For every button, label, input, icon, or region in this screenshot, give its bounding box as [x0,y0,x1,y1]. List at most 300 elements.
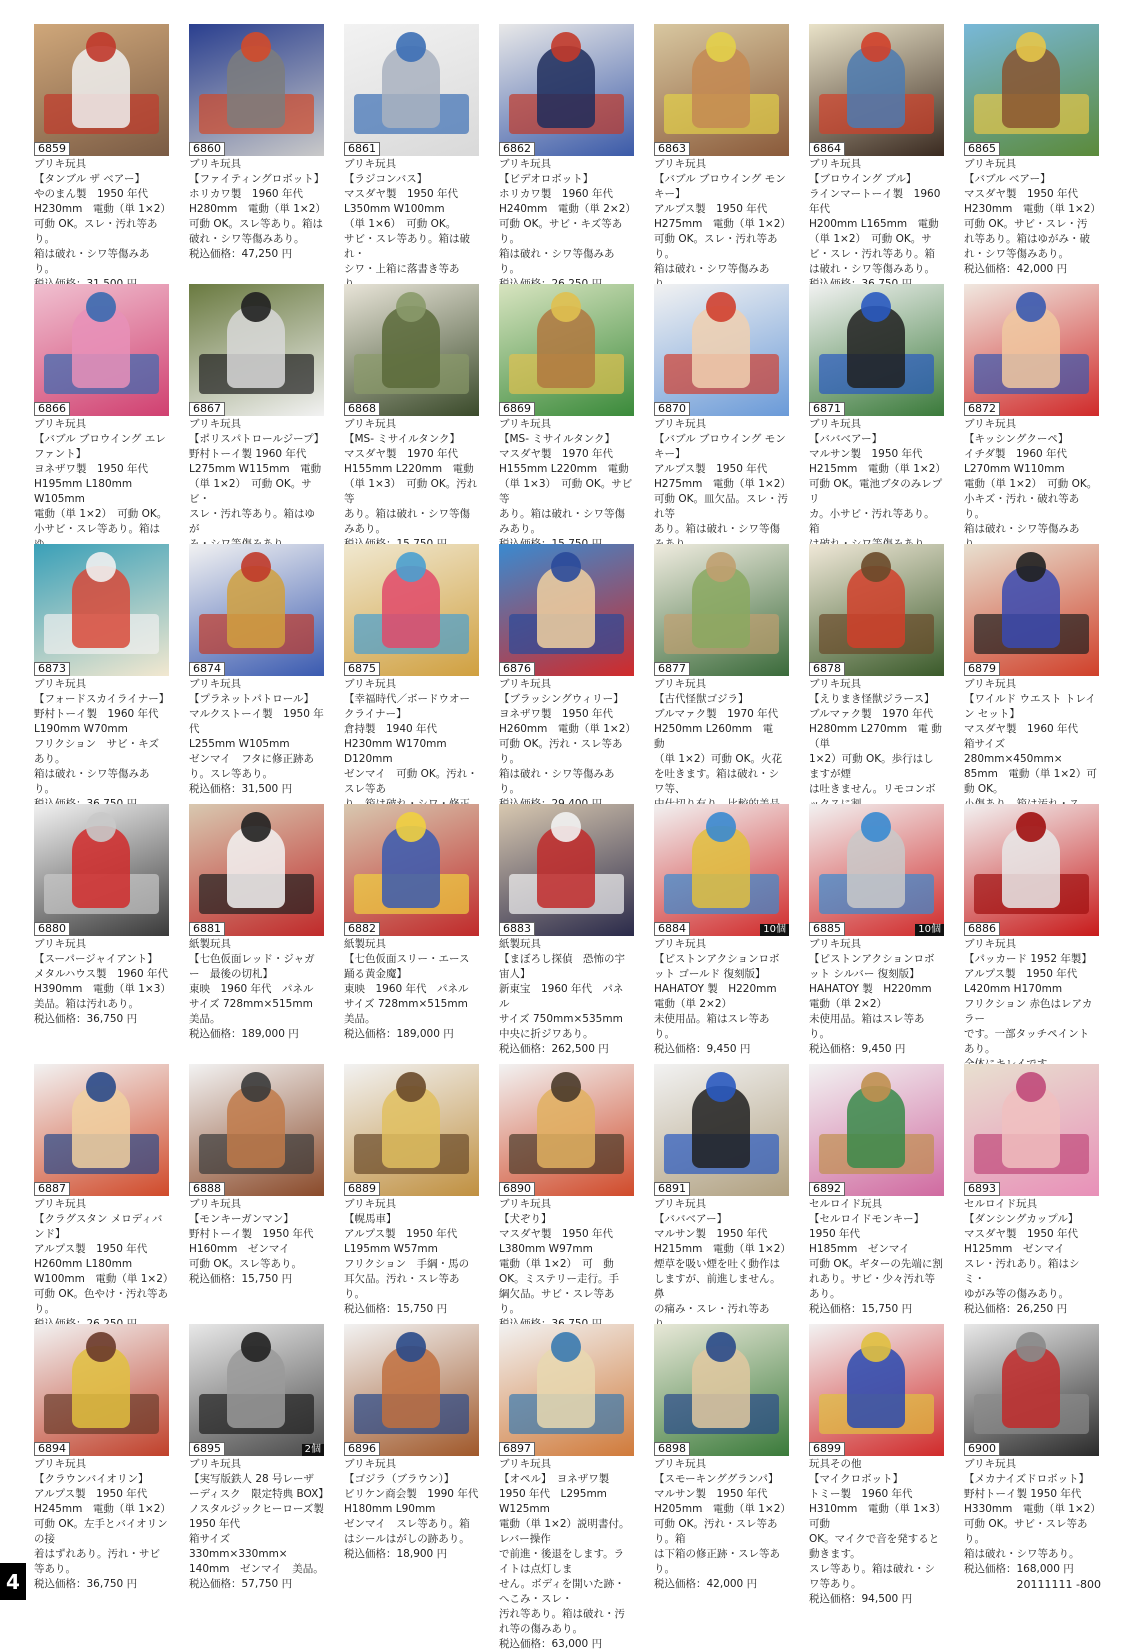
item-detail-line: しますが、前進しません。鼻 [654,1273,781,1300]
catalog-item [189,24,324,284]
item-title: 【スーパージャイアント】 [34,953,158,965]
document-code: 20111111 -800 [1016,1578,1101,1591]
item-detail-line: スレ・汚れあり。箱はシミ・ [964,1258,1080,1285]
item-title: 【ワイルド ウエスト トレイン セット】 [964,693,1096,720]
photo-shape [1016,1332,1046,1362]
item-photo [809,1324,944,1456]
item-title: 【プラネットパトロール】 [189,693,315,705]
item-photo [499,804,634,936]
item-detail-line: アルプス製 1950 年代 [964,968,1078,980]
item-detail-line: 中央に折ジワあり。 [499,1028,594,1040]
item-title: 【バブル ブロウイング モンキー】 [654,173,786,200]
photo-shape [706,552,736,582]
item-detail-line: 未使用品。箱はスレ等あり。 [654,1013,770,1040]
item-detail-line: シワ・上箱に落書き等あ [344,263,460,275]
item-photo [809,804,944,936]
item-detail-line: 破れ・シワ等傷みあり。 [189,233,305,245]
item-detail-line: 野村トーイ製 1950 年代 [189,1228,314,1240]
item-number: 6890 [499,1182,535,1196]
item-detail-line: ブルマァク製 1970 年代 [654,708,779,720]
item-title: 【ババベアー】 [809,433,883,445]
item-detail-line: H155mm L220mm 電動 [499,463,629,475]
item-photo [964,284,1099,416]
item-detail-line: L195mm W57mm [344,1243,438,1255]
item-number: 6865 [964,142,1000,156]
item-title: 【ババベアー】 [654,1213,728,1225]
item-number: 6898 [654,1442,690,1456]
photo-shape [551,292,581,322]
item-detail-line: 美品。箱は汚れあり。 [34,998,139,1010]
catalog-item [654,284,789,544]
item-category: 玩具その他 [809,1458,862,1470]
item-title: 【ダンシングカップル】 [964,1213,1079,1225]
item-number: 6868 [344,402,380,416]
item-title: 【MS- ミサイルタンク】 [344,433,460,445]
photo-shape [551,1072,581,1102]
item-detail-line: せん。ボディを開いた跡・へこみ・スレ・ [499,1578,625,1605]
item-number: 6871 [809,402,845,416]
photo-shape [396,292,426,322]
item-price: 税込価格：189,000 円 [344,1028,454,1040]
item-detail-line: H230mm W170mm D120mm [344,738,447,765]
photo-shape [86,1072,116,1102]
catalog-item [34,1324,171,1590]
item-category: ブリキ玩具 [499,1458,552,1470]
item-description [499,156,634,292]
item-price: 税込価格：189,000 円 [189,1028,299,1040]
item-category: ブリキ玩具 [809,678,862,690]
item-description [189,156,324,262]
item-detail-line: フリクション サビ・キズあり。 [34,738,159,765]
catalog-item [654,544,789,804]
item-title: 【オペル】 ヨネザワ製 [499,1473,610,1485]
item-category: ブリキ玩具 [189,1458,242,1470]
item-photo [34,24,169,156]
catalog-item [499,284,634,544]
photo-shape [241,1072,271,1102]
item-category: ブリキ玩具 [189,418,242,430]
item-detail-line: 可動 OK。サビ・スレ・汚 [964,218,1088,230]
item-detail-line: H280mm 電動（単 1×2） [189,203,326,215]
item-number: 6877 [654,662,690,676]
photo-shape [551,552,581,582]
item-detail-line: 着はずれあり。汚れ・サビ等あり。 [34,1548,160,1575]
item-category: ブリキ玩具 [34,1458,87,1470]
item-detail-line: L275mm W115mm 電動 [189,463,322,475]
item-title: 【幸福時代／ボードウオークライナー】 [344,693,470,720]
catalog-item [654,1064,789,1324]
item-detail-line: H245mm 電動（単 1×2） [34,1503,171,1515]
item-number: 6897 [499,1442,535,1456]
item-detail-line: 可動 OK。スレ・汚れ等あり。 [654,233,778,260]
item-description [809,936,944,1057]
item-title: 【フォードスカイライナー】 [34,693,170,705]
item-detail-line: 電動（単 1×2） 可動 OK。 [34,508,168,520]
item-photo [344,1064,479,1196]
item-detail-line: イチダ製 1960 年代 [964,448,1068,460]
item-price: 税込価格：47,250 円 [189,248,293,260]
item-detail-line: マルサン製 1950 年代 [654,1228,768,1240]
item-detail-line: 可動 OK。スレ・汚れ等あり。 [34,218,158,245]
photo-shape [706,812,736,842]
item-number: 6879 [964,662,1000,676]
item-title: 【犬ぞり】 [499,1213,552,1225]
catalog-item [34,804,169,1064]
item-detail-line: ゼンマイ スレ等あり。箱 [344,1518,470,1530]
photo-shape [861,32,891,62]
item-detail-line: 可動 OK。スレ等あり。箱は [189,218,323,230]
item-photo [964,24,1099,156]
item-detail-line: H230mm 電動（単 1×2） [34,203,171,215]
catalog-item [499,1324,634,1650]
item-detail-line: 可動 OK。スレ等あり。 [189,1258,302,1270]
item-category: ブリキ玩具 [189,158,242,170]
item-detail-line: H180mm L90mm [344,1503,436,1515]
item-photo [344,284,479,416]
item-category: ブリキ玩具 [499,678,552,690]
item-title: 【スモーキンググランパ】 [654,1473,779,1485]
item-description [654,936,789,1057]
item-photo [189,284,324,416]
item-category: ブリキ玩具 [344,678,397,690]
item-detail-line: アルプス製 1950 年代 [34,1488,148,1500]
item-title: 【メカナイズドロボット】 [964,1473,1090,1485]
catalog-item [809,1064,944,1324]
item-price: 税込価格：15,750 円 [809,1303,913,1315]
item-detail-line: サイズ 750mm×535mm [499,1013,623,1025]
item-detail-line: の痛み・スレ・汚れ等あ [654,1303,770,1315]
item-detail-line: 箱は破れ・シワ等傷みあ [654,263,770,275]
item-photo [654,804,789,936]
item-photo [654,24,789,156]
item-detail-line: 可動 OK。サビ・キズ等あり。 [499,218,623,245]
item-detail-line: H195mm L180mm W105mm [34,478,133,505]
item-detail-line: 可動 OK。左手とバイオリンの接 [34,1518,168,1545]
item-title: 【パッカード 1952 年製】 [964,953,1092,965]
photo-shape [241,32,271,62]
photo-shape [706,292,736,322]
item-detail-line: （単 1×2） 可動 OK。サビ・ [189,478,312,505]
catalog-item [654,804,789,1064]
item-detail-line: マルサン製 1950 年代 [654,1488,768,1500]
item-detail-line: 小サビ・スレ等あり。箱は [34,523,160,535]
item-detail-line: 未使用品。箱はスレ等あり。 [809,1013,925,1040]
item-number: 6869 [499,402,535,416]
catalog-item [189,804,324,1064]
catalog-item [809,804,944,1064]
photo-shape [1016,812,1046,842]
item-price: 税込価格：36,750 円 [34,1013,138,1025]
item-category: ブリキ玩具 [654,158,707,170]
catalog-item [809,284,944,544]
item-detail-line: L420mm H170mm [964,983,1063,995]
item-detail-line: やのまん製 1950 年代 [34,188,149,200]
item-detail-line: H250mm L260mm 電 動 [654,723,784,750]
item-title: 【バブル ブロウイング モンキー】 [654,433,786,460]
item-detail-line: ゆがみ等の傷みあり。 [964,1288,1069,1300]
catalog-item [499,544,634,804]
item-photo [34,1064,169,1196]
photo-shape [396,552,426,582]
catalog-item [189,284,324,544]
catalog-item [34,544,169,804]
item-title: 【実写版鉄人 28 号レーザーディスク 限定特典 BOX】 [189,1473,329,1500]
catalog-item [654,1324,791,1590]
item-description [964,1196,1099,1317]
item-detail-line: H260mm L180mm [34,1258,133,1270]
catalog-item [809,544,944,804]
item-detail-line: 美品。 [189,1013,221,1025]
item-price: 税込価格：63,000 円 [499,1638,603,1650]
item-number: 6900 [964,1442,1000,1456]
item-detail-line: 箱サイズ 280mm×450mm× [964,738,1063,765]
item-detail-line: ヨネザワ製 1950 年代 [34,463,149,475]
item-photo [654,1064,789,1196]
item-detail-line: 野村トーイ製 1950 年代 [964,1488,1082,1500]
item-detail-line: 煙草を吸い煙を吐く動作は [654,1258,780,1270]
item-detail-line: 1×2）可動 OK。歩行はしますが煙 [809,753,934,780]
item-detail-line: 1950 年代 L295mm W125mm [499,1488,607,1515]
catalog-item [344,544,479,804]
catalog-item [344,1064,479,1324]
item-detail-line: H275mm 電動（単 1×2） [654,218,791,230]
item-photo [189,1064,324,1196]
item-detail-line: マルクストーイ製 1950 年代 [189,708,324,735]
item-description [344,936,479,1042]
item-title: 【七色仮面スリー・エース 踊る黄金魔】 [344,953,480,980]
item-photo [964,1064,1099,1196]
item-price: 税込価格：94,500 円 [809,1593,913,1605]
item-photo [964,1324,1099,1456]
item-detail-line: マスダヤ製 1950 年代 [499,1228,614,1240]
item-detail-line: は吐きません。リモコンボ [809,783,936,795]
item-price: 税込価格：57,750 円 [189,1578,293,1590]
catalog-item [809,24,944,284]
catalog-item [809,1324,944,1605]
item-detail-line: アルプス製 1950 年代 [654,463,768,475]
item-detail-line: マスダヤ製 1970 年代 [499,448,614,460]
item-title: 【クラグスタン メロディバンド】 [34,1213,163,1240]
item-number: 6873 [34,662,70,676]
item-price: 税込価格：42,000 円 [654,1578,758,1590]
item-price: 税込価格：15,750 円 [344,1303,448,1315]
item-detail-line: H125mm ゼンマイ [964,1243,1065,1255]
item-number: 6893 [964,1182,1000,1196]
photo-shape [1016,32,1046,62]
item-category: ブリキ玩具 [964,158,1017,170]
item-photo [34,804,169,936]
item-number: 6892 [809,1182,845,1196]
item-number: 6870 [654,402,690,416]
item-price: 税込価格：168,000 円 [964,1563,1074,1575]
item-detail-line: マスダヤ製 1960 年代 [964,723,1079,735]
item-number: 6859 [34,142,70,156]
item-category: ブリキ玩具 [654,1458,707,1470]
item-description [499,1196,634,1332]
item-detail-line: ブルマァク製 1970 年代 [809,708,934,720]
item-number: 6887 [34,1182,70,1196]
item-detail-line: H240mm 電動（単 2×2） [499,203,636,215]
item-title: 【幌馬車】 [344,1213,397,1225]
catalog-item [964,24,1099,284]
item-detail-line: マスダヤ製 1950 年代 [964,188,1079,200]
item-category: 紙製玩具 [499,938,541,950]
item-detail-line: 野村トーイ製 1960 年代 [34,708,159,720]
item-description [499,416,634,552]
item-detail-line: HAHATOY 製 H220mm [809,983,932,995]
item-detail-line: ホリカワ製 1960 年代 [189,188,303,200]
item-detail-line: ビリケン商会製 1990 年代 [344,1488,479,1500]
catalog-item [654,24,789,284]
item-detail-line: L270mm W110mm [964,463,1065,475]
item-photo [654,284,789,416]
item-detail-line: L350mm W100mm [344,203,445,215]
photo-shape [861,812,891,842]
photo-shape [396,1072,426,1102]
item-number: 6872 [964,402,1000,416]
item-category: 紙製玩具 [344,938,386,950]
item-detail-line: 東映 1960 年代 パネル [189,983,314,995]
photo-shape [706,1072,736,1102]
item-detail-line: 可動 OK。皿欠品。スレ・汚れ等 [654,493,788,520]
item-category: ブリキ玩具 [344,1198,397,1210]
item-number: 6884 [654,922,690,936]
photo-shape [551,1332,581,1362]
item-category: ブリキ玩具 [654,1198,707,1210]
item-category: ブリキ玩具 [34,418,87,430]
photo-shape [241,812,271,842]
item-photo [344,544,479,676]
item-number: 6876 [499,662,535,676]
catalog-item [34,284,169,544]
item-detail-line: 140mm ゼンマイ 美品。 [189,1563,324,1575]
catalog-item [964,804,1099,1064]
item-category: ブリキ玩具 [34,158,87,170]
item-number: 6894 [34,1442,70,1456]
item-title: 【まぼろし探偵 恐怖の宇宙人】 [499,953,625,980]
item-price: 税込価格：42,000 円 [964,263,1068,275]
photo-shape [861,1332,891,1362]
item-detail-line: H215mm 電動（単 1×2） [654,1243,791,1255]
item-description [34,936,169,1027]
item-detail-line: を吐きます。箱は破れ・シワ等、 [654,768,780,795]
catalog-item [344,1324,479,1584]
item-detail-line: あり。箱は破れ・シワ等傷 [654,523,780,535]
item-detail-line: H215mm 電動（単 1×2） [809,463,946,475]
item-price: 税込価格：9,450 円 [809,1043,906,1055]
item-title: 【キッシングクーペ】 [964,433,1069,445]
item-detail-line: あり。箱は破れ・シワ等傷みあり。 [344,508,470,535]
item-number: 6861 [344,142,380,156]
item-photo [344,1324,479,1456]
catalog-item [964,1064,1099,1324]
item-detail-line: 箱は破れ・シワ等傷みあり。 [499,248,615,275]
item-detail-line: です。一部タッチペイントあり。 [964,1028,1090,1055]
catalog-item [189,1064,324,1324]
item-description [344,1456,479,1562]
catalog-item [34,1064,174,1324]
photo-shape [86,1332,116,1362]
item-detail-line: H155mm L220mm 電動 [344,463,474,475]
catalog-item [344,804,479,1064]
item-detail-line: マスダヤ製 1970 年代 [344,448,459,460]
item-detail-line: れ等あり。箱はゆがみ・破 [964,233,1090,245]
item-photo [34,544,169,676]
item-number: 6886 [964,922,1000,936]
item-detail-line: ゼンマイ 可動 OK。汚れ・スレ等あ [344,768,478,795]
item-price: 税込価格：31,500 円 [189,783,293,795]
item-detail-line: H275mm 電動（単 1×2） [654,478,791,490]
item-detail-line: L380mm W97mm [499,1243,593,1255]
item-number: 6881 [189,922,225,936]
item-category: ブリキ玩具 [344,1458,397,1470]
quantity-badge: 10個 [760,924,789,936]
item-title: 【古代怪獣ゴジラ】 [654,693,749,705]
catalog-item [964,1324,1099,1584]
item-description [34,1196,174,1332]
photo-shape [396,1332,426,1362]
catalog-item [344,24,479,284]
item-title: 【七色仮面レッド・ジャガー 最後の切札】 [189,953,315,980]
item-description [964,156,1099,277]
item-price: 税込価格：26,250 円 [964,1303,1068,1315]
item-detail-line: で前進・後退をします。ライトは点灯しま [499,1548,625,1575]
item-category: ブリキ玩具 [654,418,707,430]
item-detail-line: 箱は破れ・シワ等あり。 [964,1548,1080,1560]
item-description [809,1456,944,1607]
item-photo [964,804,1099,936]
item-title: 【ビデオロボット】 [499,173,594,185]
photo-shape [861,292,891,322]
item-detail-line: L255mm W105mm [189,738,290,750]
item-detail-line: トミー製 1960 年代 [809,1488,913,1500]
photo-shape [706,1332,736,1362]
item-title: 【タンブル ザ ベアー】 [34,173,145,185]
item-title: 【セルロイドモンキー】 [809,1213,925,1225]
item-title: 【バブル ベアー】 [964,173,1051,185]
item-category: ブリキ玩具 [964,678,1017,690]
photo-shape [1016,552,1046,582]
item-photo [964,544,1099,676]
item-photo [654,1324,789,1456]
item-detail-line: ラインマートーイ製 1960 年代 [809,188,941,215]
item-category: ブリキ玩具 [499,158,552,170]
item-title: 【ラジコンバス】 [344,173,428,185]
item-photo [344,24,479,156]
item-detail-line: マスダヤ製 1950 年代 [344,188,459,200]
item-description [964,1456,1099,1577]
item-category: セルロイド玩具 [964,1198,1038,1210]
item-number: 6883 [499,922,535,936]
item-detail-line: 箱は破れ・シワ等傷みあ [964,523,1080,535]
photo-shape [86,32,116,62]
item-detail-line: 箱は破れ・シワ等傷みあり。 [499,768,615,795]
item-detail-line: OK。ミステリー走行。手 [499,1273,619,1285]
item-number: 6882 [344,922,380,936]
item-detail-line: 汚れ等あり。箱は破れ・汚れ等の傷みあり。 [499,1608,625,1635]
item-detail-line: H200mm L165mm 電動 [809,218,939,230]
item-detail-line: H205mm 電動（単 1×2） [654,1503,791,1515]
catalog-item [964,284,1099,544]
item-detail-line: （単 1×3） 可動 OK。サビ等 [499,478,633,505]
item-detail-line: 綱欠品。サビ・スレ等あり。 [499,1288,615,1315]
item-detail-line: 箱は破れ・シワ等傷みあり。 [34,248,150,275]
item-description [189,936,324,1042]
item-number: 6862 [499,142,535,156]
item-photo [499,284,634,416]
quantity-badge: 2個 [302,1444,324,1456]
photo-shape [241,552,271,582]
